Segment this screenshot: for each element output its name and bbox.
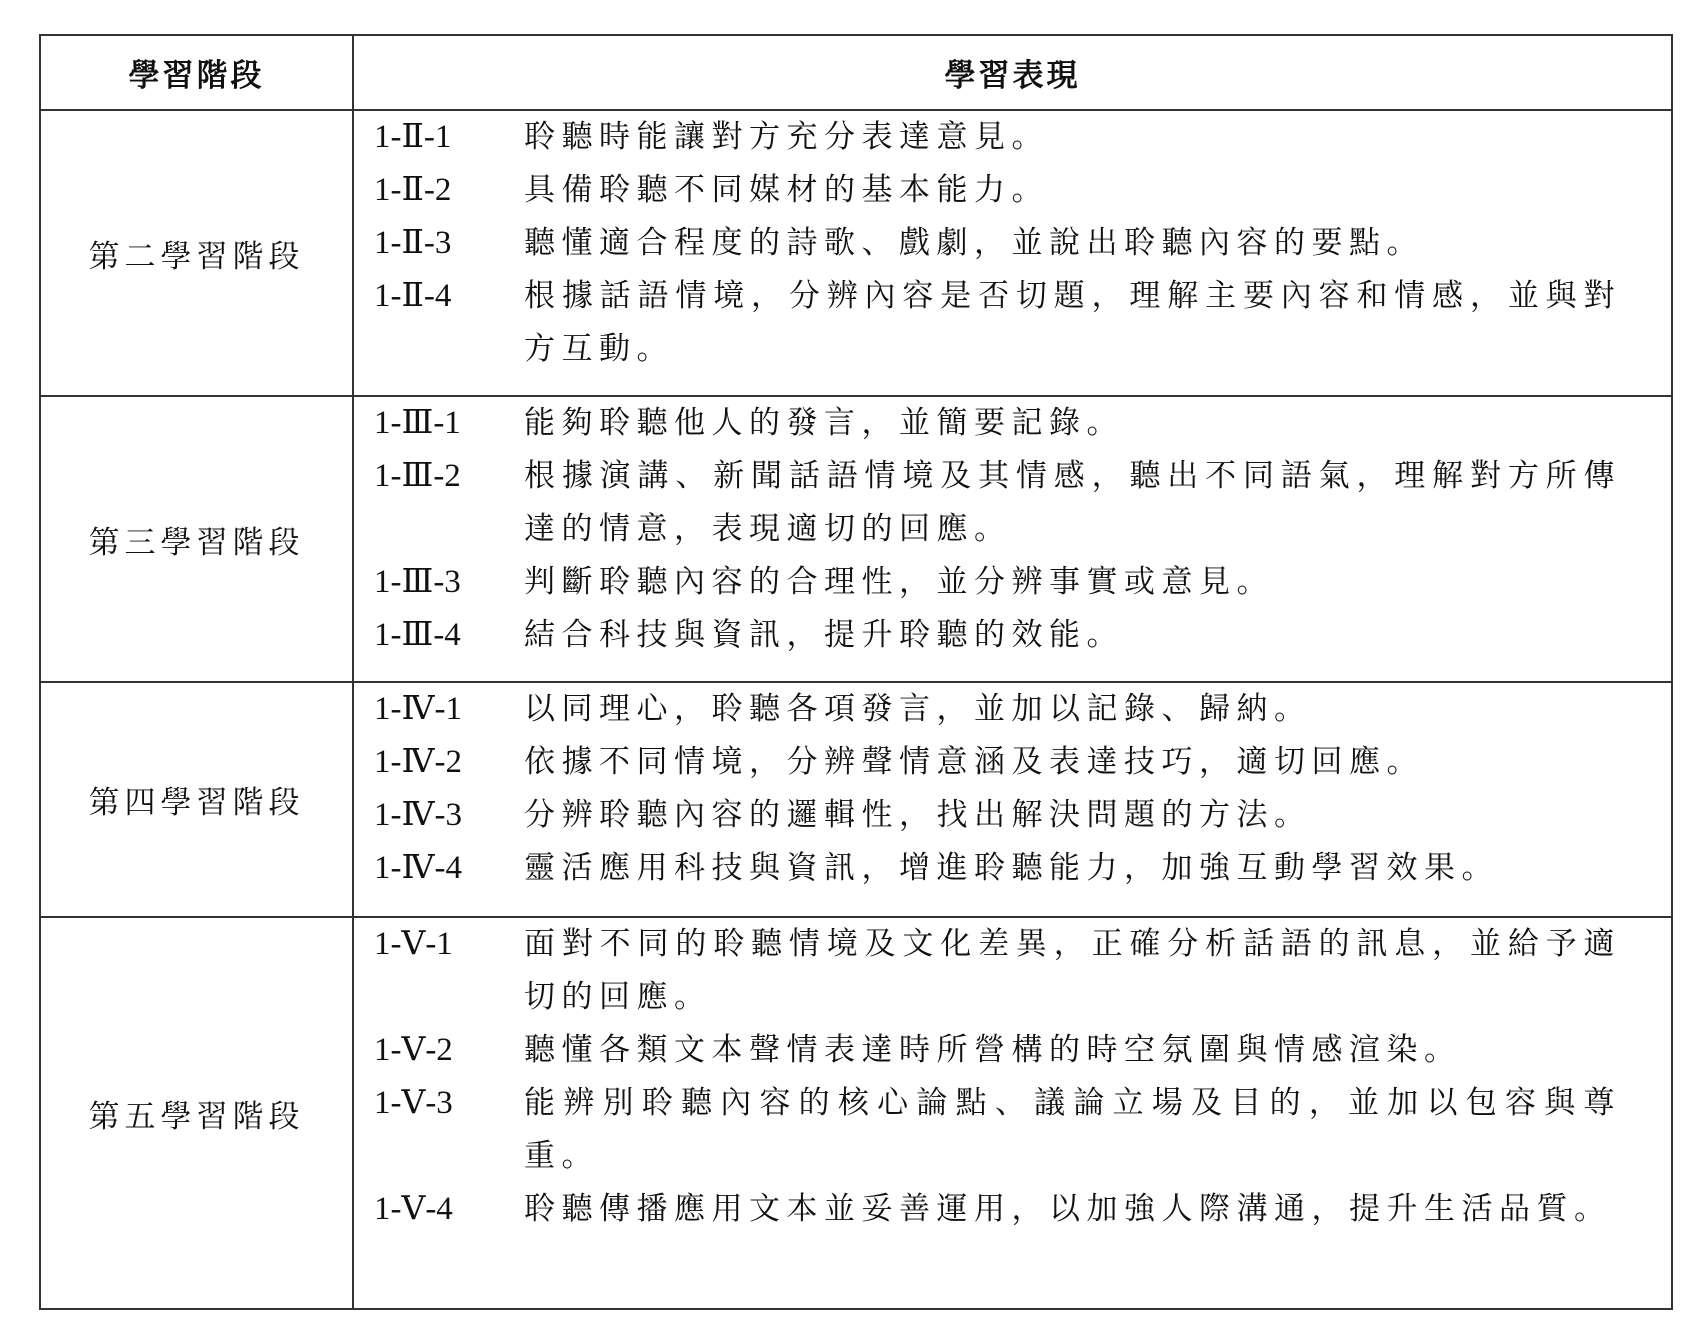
- item-code: 1-Ⅳ-4: [374, 850, 462, 886]
- list-item: [354, 918, 1671, 1024]
- table-row: [40, 682, 1672, 917]
- learning-performance-table: [39, 34, 1673, 1310]
- table-row: [40, 917, 1672, 1309]
- list-item: [354, 736, 1671, 789]
- list-item: [354, 683, 1671, 736]
- item-text: 聽懂各類文本聲情表達時所營構的時空氛圍與情感渲染。: [524, 1032, 1462, 1068]
- list-item: [354, 1077, 1671, 1183]
- list-item: [354, 1024, 1671, 1077]
- item-text: 具備聆聽不同媒材的基本能力。: [524, 172, 1049, 208]
- item-code: 1-Ⅴ-4: [374, 1191, 453, 1227]
- performance-list: [353, 917, 1672, 1309]
- item-text: 根據話語情境，分辨內容是否切題，理解主要內容和情感，並與對方互動。: [524, 278, 1621, 367]
- list-item: [354, 789, 1671, 842]
- list-item: [354, 217, 1671, 270]
- item-text: 聆聽傳播應用文本並妥善運用，以加強人際溝通，提升生活品質。: [524, 1191, 1612, 1227]
- performance-list: [353, 396, 1672, 682]
- item-code: 1-Ⅱ-1: [374, 119, 452, 155]
- item-code: 1-Ⅴ-1: [374, 926, 453, 962]
- stage-label: 第二學習階段: [40, 110, 353, 396]
- item-text: 能辨別聆聽內容的核心論點、議論立場及目的，並加以包容與尊重。: [524, 1085, 1621, 1174]
- item-text: 判斷聆聽內容的合理性，並分辨事實或意見。: [524, 564, 1274, 600]
- stage-label: 第五學習階段: [40, 917, 353, 1309]
- item-code: 1-Ⅲ-3: [374, 564, 461, 600]
- item-code: 1-Ⅱ-3: [374, 225, 452, 261]
- list-item: [354, 111, 1671, 164]
- item-text: 面對不同的聆聽情境及文化差異，正確分析話語的訊息，並給予適切的回應。: [524, 926, 1621, 1015]
- item-code: 1-Ⅱ-2: [374, 172, 452, 208]
- header-performance: 學習表現: [353, 35, 1672, 110]
- header-row: [40, 35, 1672, 110]
- item-code: 1-Ⅱ-4: [374, 278, 452, 314]
- list-item: [354, 450, 1671, 556]
- list-item: [354, 1183, 1671, 1236]
- list-item: [354, 556, 1671, 609]
- item-text: 聽懂適合程度的詩歌、戲劇，並說出聆聽內容的要點。: [524, 225, 1424, 261]
- item-text: 能夠聆聽他人的發言，並簡要記錄。: [524, 405, 1124, 441]
- item-text: 分辨聆聽內容的邏輯性，找出解決問題的方法。: [524, 797, 1312, 833]
- item-text: 聆聽時能讓對方充分表達意見。: [524, 119, 1049, 155]
- list-item: [354, 842, 1671, 895]
- item-code: 1-Ⅴ-2: [374, 1032, 453, 1068]
- item-text: 結合科技與資訊，提升聆聽的效能。: [524, 617, 1124, 653]
- item-code: 1-Ⅲ-2: [374, 458, 461, 494]
- list-item: [354, 397, 1671, 450]
- stage-label: 第三學習階段: [40, 396, 353, 682]
- performance-list: [353, 682, 1672, 917]
- table-row: [40, 110, 1672, 396]
- list-item: [354, 164, 1671, 217]
- item-code: 1-Ⅳ-2: [374, 744, 462, 780]
- header-stage: 學習階段: [40, 35, 353, 110]
- item-code: 1-Ⅲ-1: [374, 405, 461, 441]
- item-code: 1-Ⅳ-1: [374, 691, 462, 727]
- performance-list: [353, 110, 1672, 396]
- item-code: 1-Ⅲ-4: [374, 617, 461, 653]
- item-code: 1-Ⅴ-3: [374, 1085, 453, 1121]
- table-row: [40, 396, 1672, 682]
- list-item: [354, 609, 1671, 662]
- stage-label: 第四學習階段: [40, 682, 353, 917]
- item-text: 靈活應用科技與資訊，增進聆聽能力，加強互動學習效果。: [524, 850, 1499, 886]
- item-text: 根據演講、新聞話語情境及其情感，聽出不同語氣，理解對方所傳達的情意，表現適切的回應。: [524, 458, 1621, 547]
- item-code: 1-Ⅳ-3: [374, 797, 462, 833]
- list-item: [354, 270, 1671, 376]
- item-text: 以同理心，聆聽各項發言，並加以記錄、歸納。: [524, 691, 1312, 727]
- item-text: 依據不同情境，分辨聲情意涵及表達技巧，適切回應。: [524, 744, 1424, 780]
